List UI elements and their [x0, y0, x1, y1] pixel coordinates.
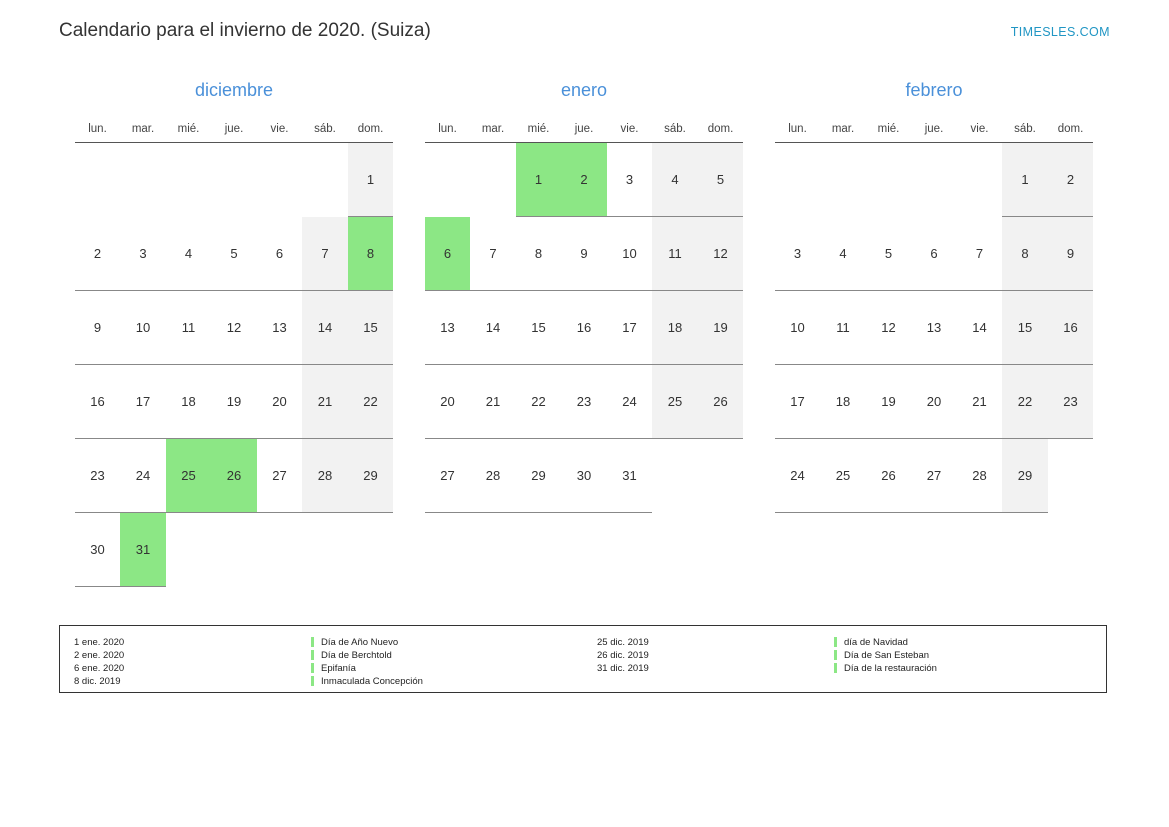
day-cell-empty: [302, 143, 348, 217]
weekday-header: mié.: [516, 116, 562, 143]
day-cell[interactable]: 14: [957, 291, 1003, 365]
day-cell[interactable]: 4: [166, 217, 212, 291]
month-grid: [75, 116, 394, 587]
day-cell[interactable]: 23: [1048, 365, 1094, 439]
day-cell[interactable]: 22: [516, 365, 562, 439]
weekday-header: sáb.: [1002, 116, 1048, 143]
day-cell-empty: [775, 143, 821, 217]
day-cell[interactable]: 12: [866, 291, 912, 365]
week-row: [775, 365, 1094, 439]
day-cell[interactable]: 16: [75, 365, 121, 439]
weekday-header-row: [75, 116, 394, 143]
legend-label: Día de Año Nuevo: [321, 636, 399, 648]
day-cell-empty: [211, 513, 257, 587]
day-cell[interactable]: 3: [607, 143, 653, 217]
day-cell[interactable]: 18: [166, 365, 212, 439]
legend-label: Día de la restauración: [844, 662, 937, 674]
day-cell[interactable]: 21: [302, 365, 348, 439]
legend-color-swatch: [834, 637, 837, 647]
weekday-header: jue.: [561, 116, 607, 143]
legend-label: Inmaculada Concepción: [321, 675, 423, 687]
legend-date: 8 dic. 2019: [74, 675, 121, 687]
day-cell[interactable]: 12: [211, 291, 257, 365]
day-cell[interactable]: 20: [425, 365, 471, 439]
legend-item: [74, 636, 583, 649]
day-cell[interactable]: 28: [957, 439, 1003, 513]
day-cell[interactable]: 15: [1002, 291, 1048, 365]
legend-item: [74, 675, 583, 688]
day-cell[interactable]: 11: [166, 291, 212, 365]
week-row: [775, 143, 1094, 217]
day-cell[interactable]: 6: [257, 217, 303, 291]
day-cell[interactable]: 24: [607, 365, 653, 439]
weekday-header-row: [425, 116, 744, 143]
day-cell-empty: [820, 143, 866, 217]
day-cell[interactable]: 29: [1002, 439, 1048, 513]
day-cell[interactable]: 20: [911, 365, 957, 439]
day-cell[interactable]: 18: [652, 291, 698, 365]
day-cell[interactable]: 5: [698, 143, 744, 217]
legend-label: Día de Berchtold: [321, 649, 392, 661]
month-grid: [425, 116, 744, 513]
day-cell[interactable]: 16: [1048, 291, 1094, 365]
day-cell-empty: [120, 143, 166, 217]
day-cell-empty: [302, 513, 348, 587]
day-cell[interactable]: 17: [607, 291, 653, 365]
legend-date: 31 dic. 2019: [597, 662, 649, 674]
day-cell[interactable]: 7: [302, 217, 348, 291]
week-row: [425, 217, 744, 291]
legend-color-swatch: [834, 650, 837, 660]
day-cell-empty: [470, 143, 516, 217]
day-cell-holiday[interactable]: 6: [425, 217, 471, 291]
weekday-header-row: [775, 116, 1094, 143]
weekday-header: mar.: [820, 116, 866, 143]
week-row: [75, 291, 394, 365]
day-cell-holiday[interactable]: 8: [348, 217, 394, 291]
day-cell[interactable]: 10: [775, 291, 821, 365]
day-cell-holiday[interactable]: 2: [561, 143, 607, 217]
day-cell-holiday[interactable]: 31: [120, 513, 166, 587]
legend-item: [597, 649, 1106, 662]
weekday-header: mié.: [866, 116, 912, 143]
day-cell[interactable]: 14: [470, 291, 516, 365]
day-cell[interactable]: 21: [957, 365, 1003, 439]
page-header: [0, 20, 1169, 50]
day-cell[interactable]: 2: [75, 217, 121, 291]
day-cell[interactable]: 13: [425, 291, 471, 365]
day-cell[interactable]: 22: [1002, 365, 1048, 439]
day-cell[interactable]: 17: [120, 365, 166, 439]
day-cell[interactable]: 10: [120, 291, 166, 365]
legend-color-swatch: [311, 637, 314, 647]
day-cell[interactable]: 9: [561, 217, 607, 291]
day-cell[interactable]: 7: [470, 217, 516, 291]
legend-color-swatch: [311, 663, 314, 673]
day-cell[interactable]: 5: [866, 217, 912, 291]
legend-date: 2 ene. 2020: [74, 649, 125, 661]
weekday-header: lun.: [425, 116, 471, 143]
legend-item: [74, 662, 583, 675]
month-block: [59, 80, 409, 587]
day-cell[interactable]: 30: [561, 439, 607, 513]
day-cell[interactable]: 20: [257, 365, 303, 439]
day-cell[interactable]: 24: [120, 439, 166, 513]
weekday-header: mié.: [166, 116, 212, 143]
day-cell-empty: [957, 143, 1003, 217]
day-cell[interactable]: 18: [820, 365, 866, 439]
day-cell-empty: [166, 143, 212, 217]
day-cell[interactable]: 31: [607, 439, 653, 513]
day-cell[interactable]: 16: [561, 291, 607, 365]
weekday-header: lun.: [775, 116, 821, 143]
legend-color-swatch: [311, 676, 314, 686]
day-cell-empty: [257, 513, 303, 587]
day-cell[interactable]: 19: [866, 365, 912, 439]
month-title: diciembre: [194, 80, 274, 100]
day-cell-empty: [166, 513, 212, 587]
legend-item: [597, 636, 1106, 649]
weekday-header: dom.: [1048, 116, 1094, 143]
week-row: [775, 439, 1094, 513]
legend-color-swatch: [834, 663, 837, 673]
day-cell[interactable]: 19: [211, 365, 257, 439]
day-cell[interactable]: 29: [516, 439, 562, 513]
day-cell-empty: [425, 143, 471, 217]
day-cell[interactable]: 26: [698, 365, 744, 439]
legend-column-left: [60, 636, 583, 688]
week-row: [425, 291, 744, 365]
month-block: [409, 80, 759, 587]
day-cell[interactable]: 9: [1048, 217, 1094, 291]
week-row: [75, 365, 394, 439]
weekday-header: lun.: [75, 116, 121, 143]
day-cell[interactable]: 25: [820, 439, 866, 513]
day-cell-holiday[interactable]: 1: [516, 143, 562, 217]
day-cell[interactable]: 8: [516, 217, 562, 291]
day-cell-holiday[interactable]: 25: [166, 439, 212, 513]
legend-color-swatch: [311, 650, 314, 660]
day-cell[interactable]: 19: [698, 291, 744, 365]
weekday-header: mar.: [470, 116, 516, 143]
day-cell[interactable]: 27: [257, 439, 303, 513]
month-title: febrero: [905, 80, 963, 100]
legend-date: 26 dic. 2019: [597, 649, 649, 661]
day-cell-empty: [911, 143, 957, 217]
day-cell[interactable]: 14: [302, 291, 348, 365]
page-title: Calendario para el invierno de 2020. (Suiza): [59, 20, 431, 41]
legend-label: Día de San Esteban: [844, 649, 930, 661]
day-cell[interactable]: 28: [302, 439, 348, 513]
day-cell[interactable]: 28: [470, 439, 516, 513]
day-cell-empty: [866, 143, 912, 217]
legend-column-right: [583, 636, 1106, 688]
day-cell[interactable]: 17: [775, 365, 821, 439]
day-cell[interactable]: 1: [348, 143, 394, 217]
week-row: [425, 365, 744, 439]
legend-date: 6 ene. 2020: [74, 662, 125, 674]
weekday-header: mar.: [120, 116, 166, 143]
week-row: [75, 513, 394, 587]
weekday-header: jue.: [911, 116, 957, 143]
weekday-header: vie.: [257, 116, 303, 143]
week-row: [425, 439, 744, 513]
day-cell-empty: [211, 143, 257, 217]
day-cell[interactable]: 12: [698, 217, 744, 291]
week-row: [775, 291, 1094, 365]
month-block: [759, 80, 1109, 587]
day-cell[interactable]: 10: [607, 217, 653, 291]
legend-label: día de Navidad: [844, 636, 908, 648]
week-row: [775, 217, 1094, 291]
day-cell[interactable]: 22: [348, 365, 394, 439]
legend-label: Epifanía: [321, 662, 356, 674]
week-row: [75, 217, 394, 291]
day-cell[interactable]: 9: [75, 291, 121, 365]
legend-item: [74, 649, 583, 662]
weekday-header: dom.: [348, 116, 394, 143]
day-cell[interactable]: 6: [911, 217, 957, 291]
day-cell-empty: [698, 439, 744, 513]
holiday-legend: [59, 625, 1107, 693]
day-cell[interactable]: 4: [652, 143, 698, 217]
day-cell[interactable]: 3: [775, 217, 821, 291]
weekday-header: jue.: [211, 116, 257, 143]
day-cell[interactable]: 8: [1002, 217, 1048, 291]
day-cell-empty: [348, 513, 394, 587]
day-cell-holiday[interactable]: 26: [211, 439, 257, 513]
day-cell[interactable]: 25: [652, 365, 698, 439]
day-cell[interactable]: 13: [257, 291, 303, 365]
day-cell[interactable]: 21: [470, 365, 516, 439]
week-row: [75, 439, 394, 513]
day-cell[interactable]: 3: [120, 217, 166, 291]
day-cell[interactable]: 15: [348, 291, 394, 365]
day-cell[interactable]: 24: [775, 439, 821, 513]
day-cell[interactable]: 1: [1002, 143, 1048, 217]
legend-date: 25 dic. 2019: [597, 636, 649, 648]
day-cell[interactable]: 4: [820, 217, 866, 291]
day-cell[interactable]: 15: [516, 291, 562, 365]
day-cell[interactable]: 27: [911, 439, 957, 513]
weekday-header: vie.: [607, 116, 653, 143]
day-cell[interactable]: 2: [1048, 143, 1094, 217]
day-cell[interactable]: 23: [561, 365, 607, 439]
week-row: [75, 143, 394, 217]
weekday-header: dom.: [698, 116, 744, 143]
week-row: [425, 143, 744, 217]
day-cell[interactable]: 30: [75, 513, 121, 587]
day-cell[interactable]: 27: [425, 439, 471, 513]
legend-item: [597, 662, 1106, 675]
day-cell[interactable]: 29: [348, 439, 394, 513]
legend-date: 1 ene. 2020: [74, 636, 125, 648]
month-title: enero: [560, 80, 608, 100]
day-cell[interactable]: 5: [211, 217, 257, 291]
day-cell[interactable]: 13: [911, 291, 957, 365]
weekday-header: sáb.: [652, 116, 698, 143]
day-cell-empty: [1048, 439, 1094, 513]
weekday-header: sáb.: [302, 116, 348, 143]
day-cell-empty: [257, 143, 303, 217]
calendar-months: [59, 80, 1110, 587]
day-cell[interactable]: 11: [820, 291, 866, 365]
day-cell-empty: [652, 439, 698, 513]
weekday-header: vie.: [957, 116, 1003, 143]
month-grid: [775, 116, 1094, 513]
day-cell[interactable]: 7: [957, 217, 1003, 291]
day-cell-empty: [75, 143, 121, 217]
brand-link[interactable]: TIMESLES.COM: [1010, 25, 1110, 39]
day-cell[interactable]: 23: [75, 439, 121, 513]
day-cell[interactable]: 11: [652, 217, 698, 291]
day-cell[interactable]: 26: [866, 439, 912, 513]
